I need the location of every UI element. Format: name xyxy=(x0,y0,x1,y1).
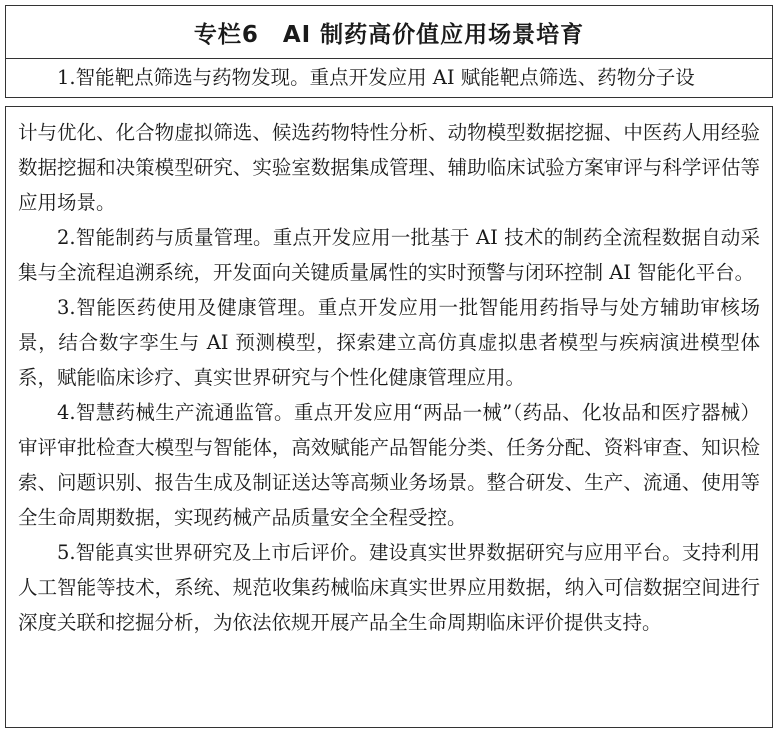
paragraph-smart-medication: 3.智能医药使用及健康管理。重点开发应用一批智能用药指导与处方辅助审核场景，结合数字孪生与 AI 预测模型，探索建立高仿真虚拟患者模型与疾病演进模型体系，赋能临床诊疗、真实世界研究与个性化健康管理应用。 xyxy=(18,296,760,389)
column-title: 专栏6 AI 制药高价值应用场景培育 xyxy=(193,21,585,48)
intro-paragraph: 1.智能靶点筛选与药物发现。重点开发应用 AI 赋能靶点筛选、药物分子设 xyxy=(57,66,695,89)
column-title-box xyxy=(5,5,773,59)
body-box xyxy=(5,106,773,728)
paragraph-continuation: 计与优化、化合物虚拟筛选、候选药物特性分析、动物模型数据挖掘、中医药人用经验数据挖掘和决策模型研究、实验室数据集成管理、辅助临床试验方案审评与科学评估等应用场景。 xyxy=(18,121,760,214)
paragraph-real-world-research: 5.智能真实世界研究及上市后评价。建设真实世界数据研究与应用平台。支持利用人工智能等技术，系统、规范收集药械临床真实世界应用数据，纳入可信数据空间进行深度关联和挖掘分析，为依法依规开展产品全生命周期临床评价提供支持。 xyxy=(18,541,760,634)
intro-box xyxy=(5,58,773,98)
paragraph-smart-manufacturing: 2.智能制药与质量管理。重点开发应用一批基于 AI 技术的制药全流程数据自动采集与全流程追溯系统，开发面向关键质量属性的实时预警与闭环控制 AI 智能化平台。 xyxy=(18,226,760,284)
paragraph-regulation: 4.智慧药械生产流通监管。重点开发应用“两品一械”（药品、化妆品和医疗器械）审评审批检查大模型与智能体，高效赋能产品智能分类、任务分配、资料审查、知识检索、问题识别、报告生成及制证送达等高频业务场景。整合研发、生产、流通、使用等全生命周期数据，实现药械产品质量安全全程受控。 xyxy=(18,401,760,529)
